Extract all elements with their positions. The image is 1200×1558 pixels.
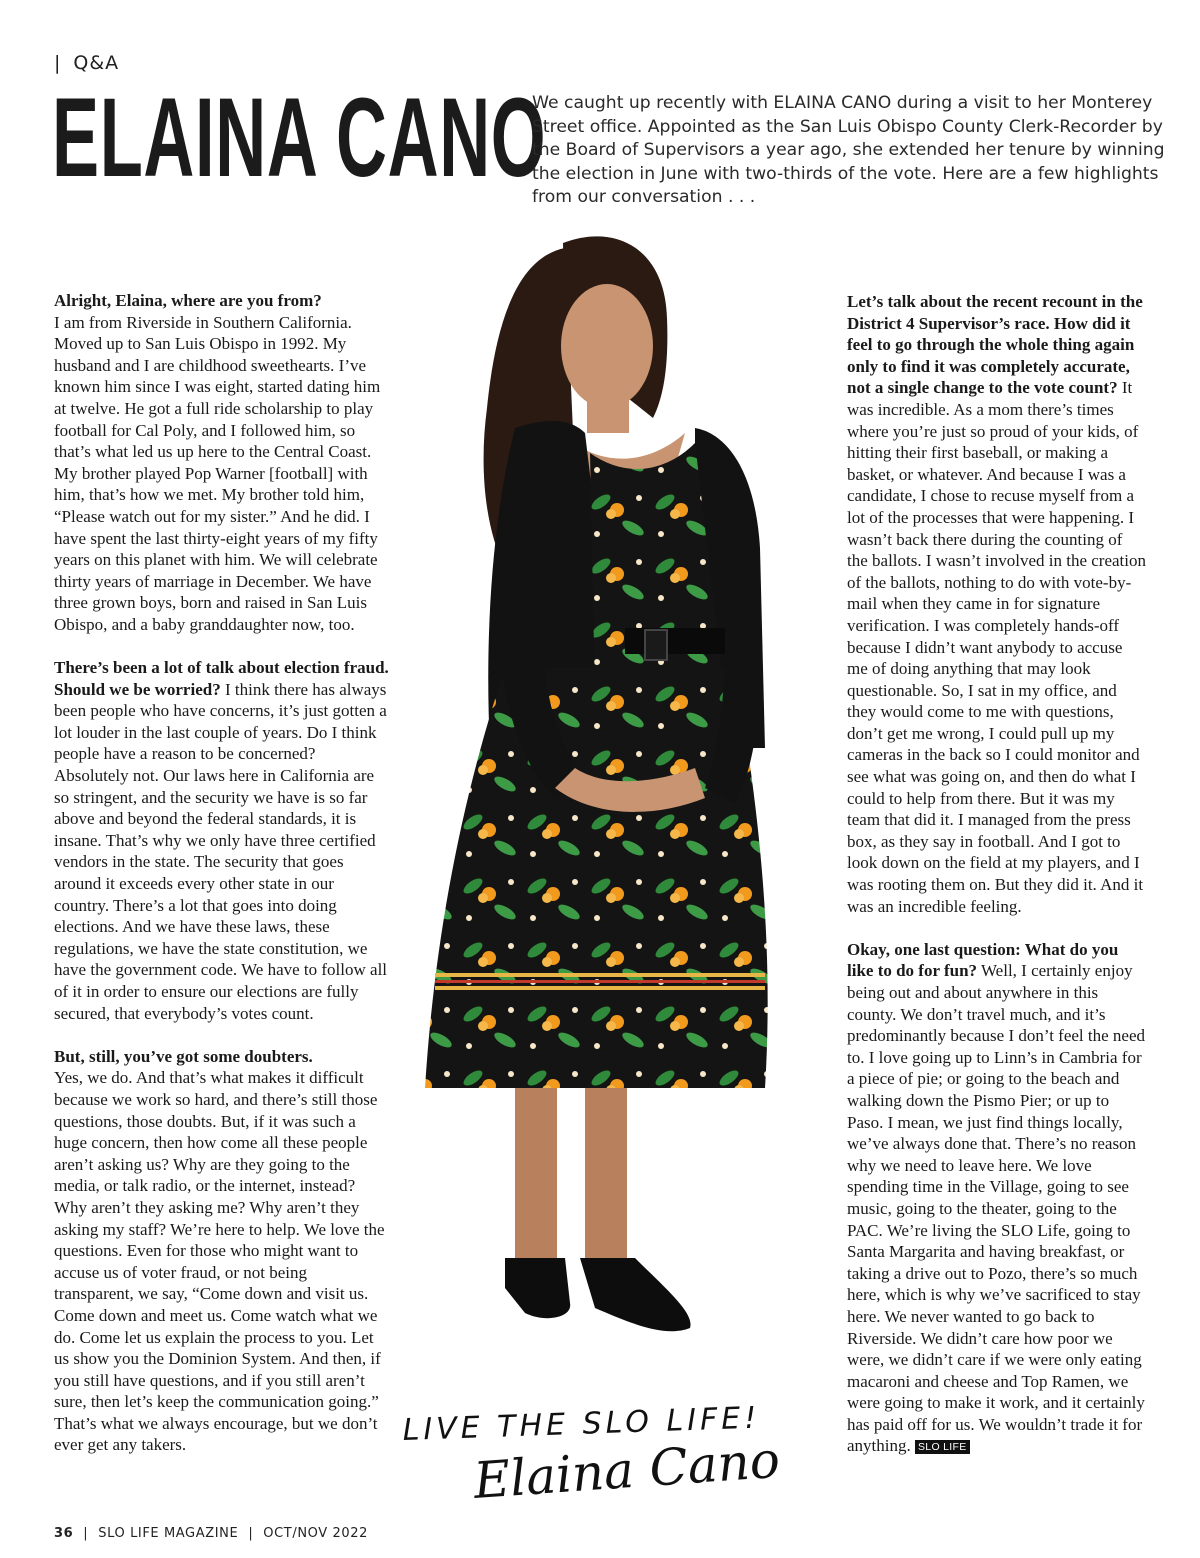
portrait-photo	[395, 228, 835, 1518]
question: Alright, Elaina, where are you from?	[54, 291, 322, 310]
handwritten-tagline: LIVE THE SLO LIFE!	[402, 1400, 761, 1448]
answer: I am from Riverside in Southern California. Moved up to San Luis Obispo in 1992. My husband and I are childhood sweethearts. I’ve known him since I was eight, started dating him at twelve. He got a full ride scholarship to play football for Cal Poly, and I followed him, so that’s what led us up here to the Central Coast. My brother played Pop Warner [football] with him, that’s how we met. My brother told him, “Please watch out for my sister.” And he did. I have spent the last thirty-eight years of my fifty years on this planet with him. We will celebrate thirty years of marriage in December. We have three grown boys, born and raised in San Luis Obispo, and a baby granddaughter now, too.	[54, 312, 381, 634]
question: Let’s talk about the recent recount in the District 4 Supervisor’s race. How did it feel to go through the whole thing again only to find it was completely accurate, not a single change to the vote count?	[847, 292, 1143, 398]
page-footer: 36 | SLO LIFE MAGAZINE | OCT/NOV 2022	[54, 1526, 368, 1541]
qa-block	[847, 939, 1147, 1457]
answer: Well, I certainly enjoy being out and about anywhere in this county. We don’t travel much, and it’s predominantly because I don’t feel the need to. I love going up to Linn’s in Cambria for a piece of pie; or going to the beach and walking down the Pismo Pier; or up to Paso. I mean, we just find things locally, we’ve always done that. There’s no reason why we need to leave here. We love spending time in the Village, going to see music, going to the theater, going to the PAC. We’re living the SLO Life, going to Santa Margarita and having breakfast, or taking a drive out to Pozo, there’s so much here, which is why we’ve sacrificed to stay here. We never wanted to go back to Riverside. We didn’t care how poor we were, we didn’t care if we were only eating macaroni and cheese and Top Ramen, we were going to make it work, and it certainly has paid off for us. We wouldn’t trade it for anything.	[847, 961, 1146, 1456]
qa-block	[54, 657, 390, 1024]
qa-block	[847, 291, 1147, 917]
magazine-name: SLO LIFE MAGAZINE	[98, 1526, 239, 1541]
page-title: ELAINA CANO	[52, 75, 547, 200]
left-column	[54, 290, 390, 1478]
right-column	[847, 291, 1147, 1479]
issue-date: OCT/NOV 2022	[263, 1526, 368, 1541]
answer: It was incredible. As a mom there’s times where you’re just so proud of your kids, of hitting their first baseball, or making a basket, or whatever. And because I was a candidate, I chose to recuse myself from a lot of the processes that were happening. I wasn’t back there during the counting of the ballots. I wasn’t involved in the creation of the ballots, nothing to do with vote-by-mail when they came in for signature verification. I was completely hands-off because I didn’t want anybody to accuse me of doing anything that may look questionable. So, I sat in my office, and they would come to me with questions, don’t get me wrong, I could pull up my cameras in the back so I could monitor and see what was going on, and then do what I could to help from there. But it was my team that did it. I managed from the press box, as they say in football. And I got to look down on the field at my players, and I was rooting them on. But they did it. And it was an incredible feeling.	[847, 378, 1147, 916]
question: But, still, you’ve got some doubters.	[54, 1046, 313, 1066]
question: There’s been a lot of talk about election fraud. Should we be worried?	[54, 658, 389, 699]
answer: I think there has always been people who have concerns, it’s just gotten a lot louder in the last couple of years. Do I think people have a reason to be concerned? Absolutely not. Our laws here in California are so stringent, and the security we have is so far above and beyond the federal standards, it is insane. That’s why we only have three certified vendors in the state. The security that goes around it exceeds every other state in our country. There’s a lot that goes into doing elections. And we have these laws, these regulations, we have the state constitution, we have the government code. We have to follow all of it in order to ensure our elections are fully secured, that everybody’s votes count.	[54, 679, 388, 1023]
signature: Elaina Cano	[471, 1430, 782, 1510]
answer: Yes, we do. And that’s what makes it difficult because we work so hard, and there’s still those questions, those doubts. But, if it was such a huge concern, then how come all these people aren’t asking us? Why are they going to the media, or talk radio, or the internet, instead? Why aren’t they asking me? Why aren’t they asking my staff? We’re here to help. We love the questions. Even for those who might want to accuse us of voter fraud, or not being transparent, we say, “Come down and visit us. Come down and meet us. Come watch what we do. Come let us explain the process to you. Let us show you the Dominion System. And then, if you still have questions, and if you still aren’t sure, then let’s keep the communication going.” That’s what we always encourage, but we don’t ever get any takers.	[54, 1068, 385, 1455]
qa-block	[54, 290, 390, 636]
page-number: 36	[54, 1526, 74, 1541]
end-mark: SLO LIFE	[915, 1440, 970, 1454]
section-label: | Q&A	[54, 52, 120, 74]
question: Okay, one last question: What do you like to do for fun?	[847, 939, 1119, 981]
intro-paragraph: We caught up recently with ELAINA CANO during a visit to her Monterey Street office. Appointed as the San Luis Obispo County Clerk-Recorder by the Board of Supervisors a year ago, she extended her tenure by winning the election in June with two-thirds of the vote. Here are a few highlights from our conversation . . .	[532, 93, 1165, 207]
qa-block	[54, 1046, 390, 1456]
section-name: Q&A	[73, 52, 120, 74]
